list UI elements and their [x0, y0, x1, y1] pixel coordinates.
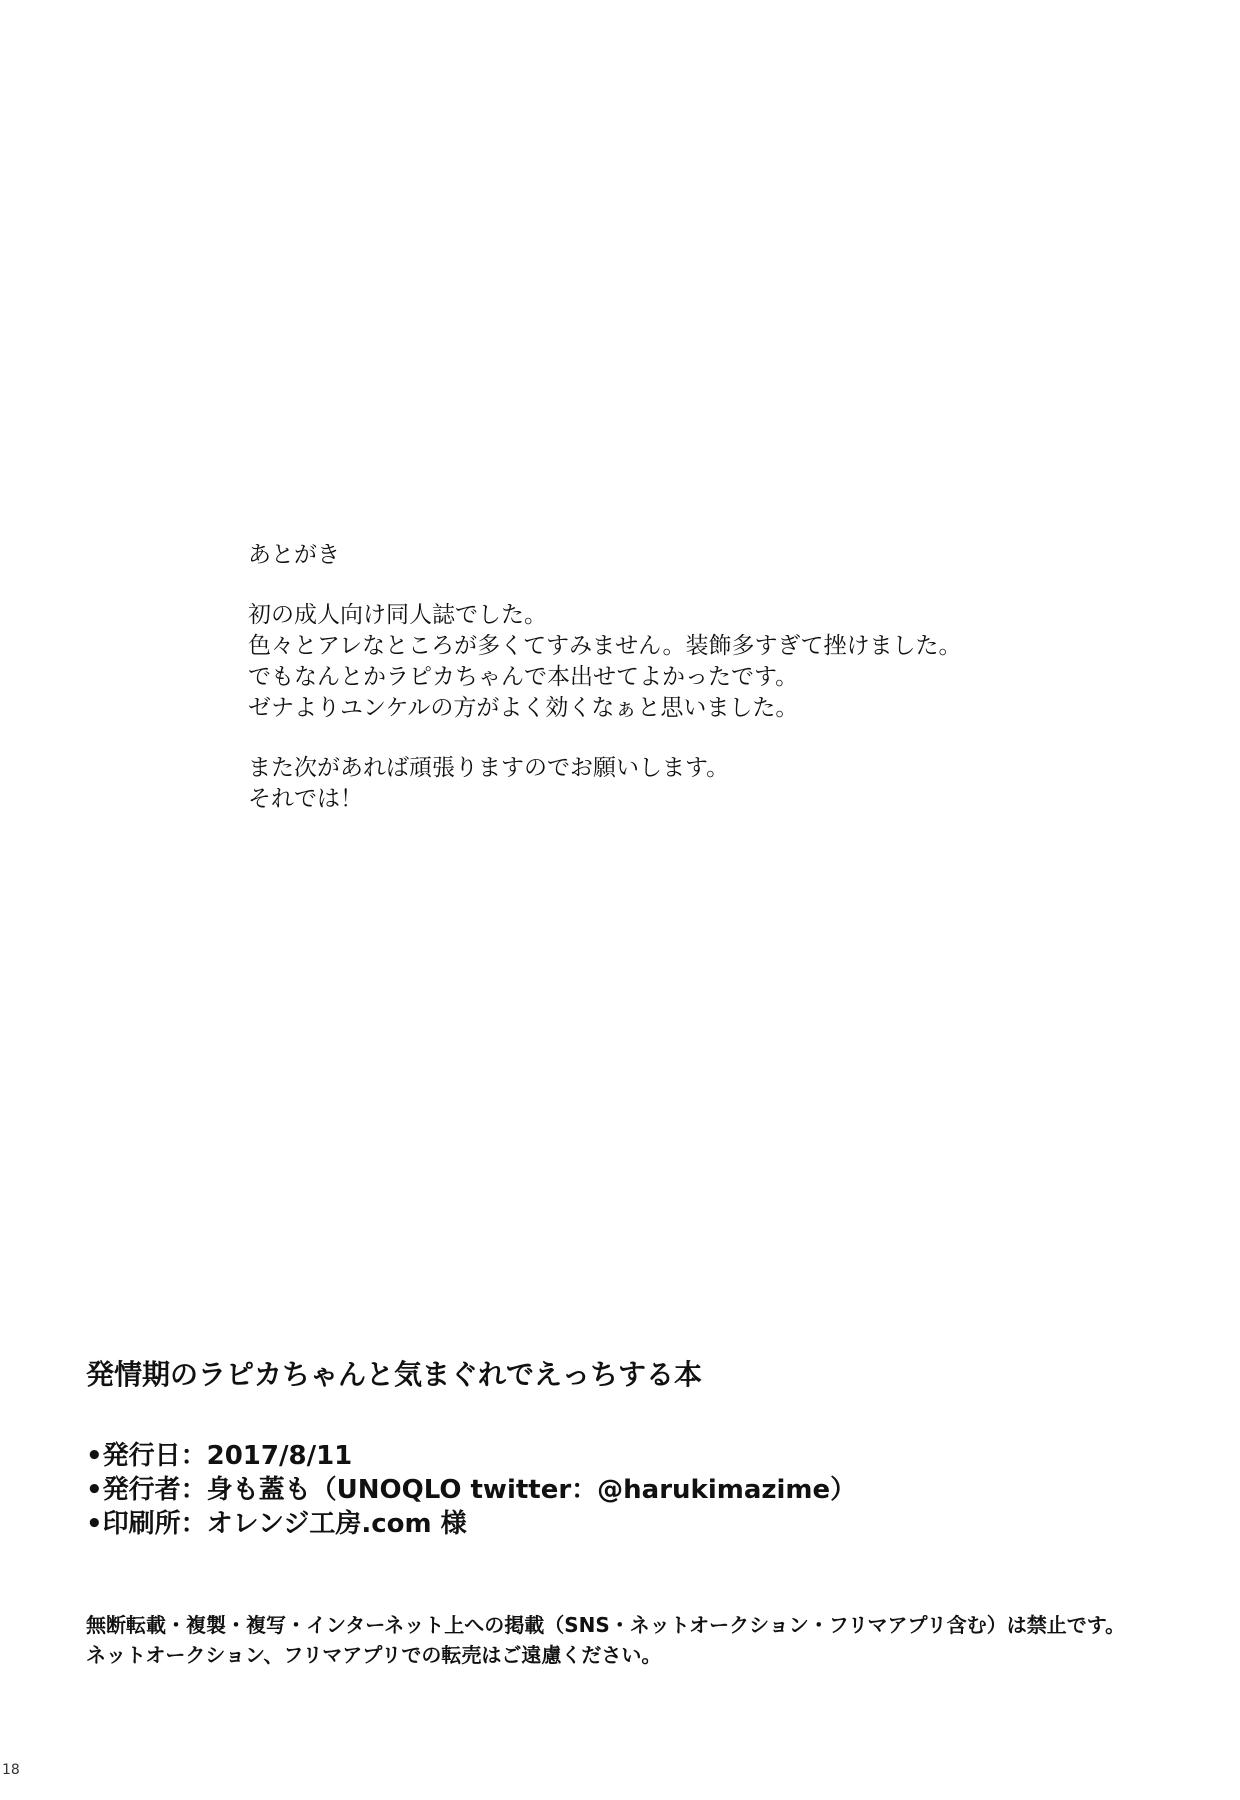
- notice-line-2: ネットオークション、フリマアプリでの転売はご遠慮ください。: [86, 1643, 662, 1667]
- notice-line-1: 無断転載・複製・複写・インターネット上への掲載（SNS・ネットオークション・フリマアプリ含む）は禁止です。: [86, 1613, 1126, 1637]
- afterword-paragraph-1: [248, 600, 1148, 724]
- colophon-section: [86, 1355, 1186, 1541]
- afterword-line: それでは！: [248, 786, 363, 812]
- afterword-line: でもなんとかラピカちゃんで本出せてよかったです。: [248, 664, 799, 690]
- afterword-line: 初の成人向け同人誌でした。: [248, 602, 547, 628]
- page-number: 18: [2, 1762, 20, 1778]
- afterword-line: また次があれば頑張りますのでお願いします。: [248, 755, 730, 781]
- printer: •印刷所：オレンジ工房.com 様: [86, 1509, 467, 1539]
- copyright-notice: [86, 1610, 1206, 1670]
- publisher: •発行者：身も蓋も（UNOQLO twitter：@harukimazime）: [86, 1475, 857, 1505]
- afterword-line: ゼナよりユンケルの方がよく効くなぁと思いました。: [248, 695, 799, 721]
- afterword-heading: あとがき: [248, 542, 340, 568]
- afterword-line: 色々とアレなところが多くてすみません。装飾多すぎて挫けました。: [248, 633, 962, 659]
- colophon-info-list: [86, 1439, 1186, 1541]
- afterword-section: [248, 540, 1148, 844]
- book-title: 発情期のラピカちゃんと気まぐれでえっちする本: [86, 1358, 703, 1391]
- issue-date: •発行日：2017/8/11: [86, 1441, 353, 1471]
- afterword-paragraph-2: [248, 753, 1148, 815]
